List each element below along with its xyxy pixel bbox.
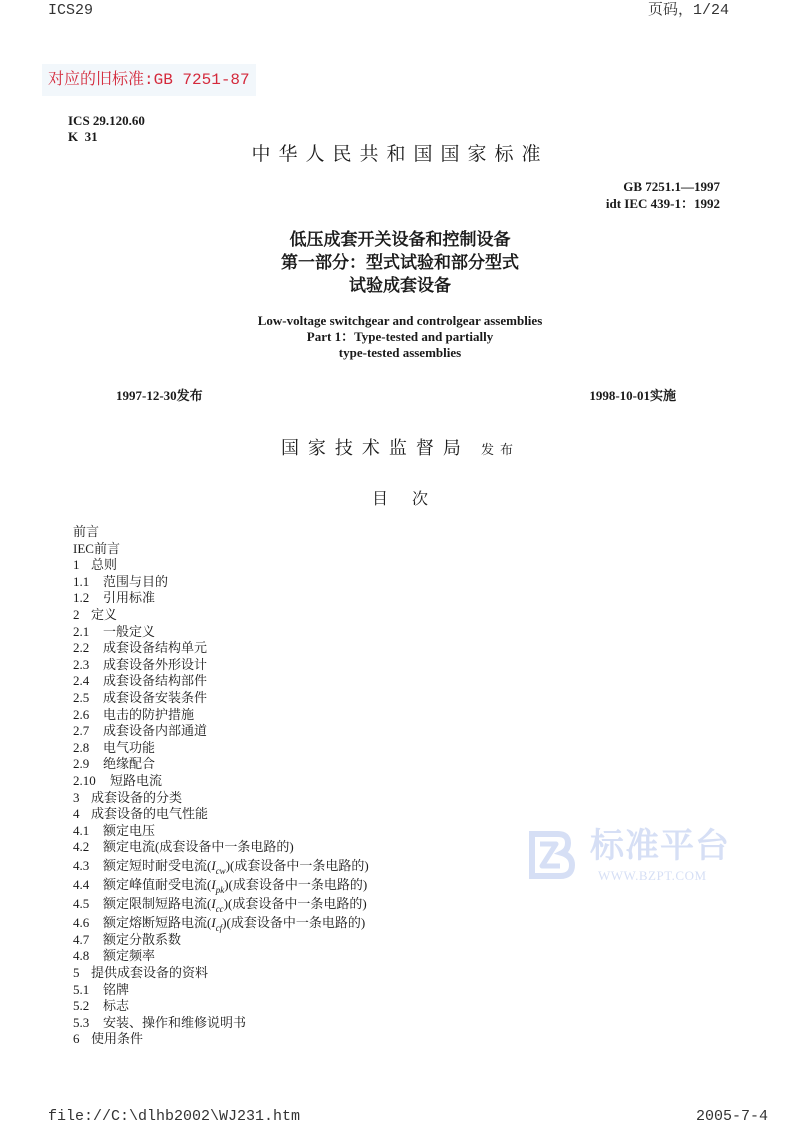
toc-item-number: 2 [73, 606, 80, 622]
toc-item-number: 2.8 [73, 739, 90, 755]
toc-item-preface[interactable] [73, 524, 369, 541]
current-symbol: I [211, 895, 216, 911]
watermark-brand: 标准平台 [590, 828, 730, 865]
toc-item-text: 成套设备的电气性能 [91, 806, 209, 822]
toc-item-2-1[interactable] [73, 624, 369, 641]
toc-item-text: 短路电流 [110, 772, 163, 788]
toc-item-2-9[interactable] [73, 756, 369, 773]
toc-item-iec-preface[interactable] [73, 541, 369, 558]
toc-item-number: 5.2 [73, 998, 90, 1014]
toc-title-char-1: 目 [371, 489, 388, 508]
toc-item-4-1[interactable] [73, 823, 369, 840]
title-cn-line-3: 试验成套设备 [349, 276, 451, 296]
standard-number: GB 7251.1—1997 [623, 179, 720, 194]
toc-item-text: 安装、操作和维修说明书 [103, 1014, 247, 1030]
toc-item-2-5[interactable] [73, 690, 369, 707]
current-symbol: I [211, 857, 216, 873]
toc-item-text: 电击的防护措施 [103, 706, 195, 722]
toc-item-number: 2.2 [73, 640, 90, 656]
toc-item-text: 标志 [103, 998, 130, 1014]
ccs-code-text: K 31 [68, 129, 98, 144]
toc-item-number: 4.1 [73, 822, 90, 838]
toc-item-number: 4.3 [73, 857, 90, 873]
toc-item-1[interactable] [73, 557, 369, 574]
toc-item-number: 4.8 [73, 948, 90, 964]
toc-item-number: 2.10 [73, 772, 96, 788]
toc-item-number: 2.3 [73, 656, 90, 672]
toc-item-text: 额定电压 [103, 822, 156, 838]
toc-item-text-suffix: )(成套设备中一条电路的) [222, 914, 366, 930]
page-footer-date: 2005-7-4 [696, 1108, 769, 1125]
toc-item-text: 额定熔断短路电流( [103, 914, 212, 930]
toc-item-number: 3 [73, 789, 80, 805]
toc-title-char-2: 次 [412, 489, 429, 508]
toc-item-4-5[interactable] [73, 894, 369, 913]
toc-item-4-3[interactable] [73, 856, 369, 875]
toc-item-text: 额定峰值耐受电流( [103, 876, 212, 892]
toc-item-number: 2.6 [73, 706, 90, 722]
title-en-line-1: Low-voltage switchgear and controlgear assemblies [257, 313, 543, 328]
page-footer-file-path: file://C:\dlhb2002\WJ231.htm [48, 1108, 301, 1125]
toc-item-number: 4.4 [73, 876, 90, 892]
toc-item-number: 4.2 [73, 839, 90, 855]
toc-item-number: 1.2 [73, 590, 90, 606]
toc-item-text-suffix: )(成套设备中一条电路的) [223, 895, 367, 911]
toc-list [73, 524, 369, 1048]
current-symbol: I [211, 876, 216, 892]
toc-item-number: 1 [73, 557, 80, 573]
page-header-left: ICS29 [48, 2, 94, 19]
toc-item-text: 成套设备安装条件 [103, 689, 208, 705]
toc-item-5[interactable] [73, 965, 369, 982]
toc-item-number: 6 [73, 1031, 80, 1047]
toc-item-5-1[interactable] [73, 982, 369, 999]
toc-item-text: 引用标准 [103, 590, 156, 606]
idt-reference: idt IEC 439-1：1992 [605, 196, 720, 211]
issuer [0, 436, 800, 464]
current-subscript: cw [215, 865, 226, 876]
ics-code: ICS 29.120.60 [68, 113, 145, 128]
page-number: 页码，1/24 [648, 2, 730, 19]
current-subscript: cc [215, 903, 224, 914]
toc-item-number: 4.7 [73, 931, 90, 947]
toc-item-text: 额定限制短路电流( [103, 895, 212, 911]
toc-item-2-3[interactable] [73, 657, 369, 674]
toc-item-number: 5 [73, 965, 80, 981]
toc-item-text: 额定电流(成套设备中一条电路的) [103, 839, 294, 855]
toc-item-text: 提供成套设备的资料 [91, 965, 209, 981]
toc-item-text: 前言 [73, 524, 100, 539]
toc-item-3[interactable] [73, 790, 369, 807]
issuer-organization: 国家技术监督局 [280, 438, 470, 459]
title-en-line-3: type-tested assemblies [338, 345, 462, 360]
toc-item-number: 2.9 [73, 756, 90, 772]
toc-item-text: 电气功能 [103, 739, 156, 755]
effective-date: 1998-10-01实施 [589, 388, 676, 403]
toc-item-2[interactable] [73, 607, 369, 624]
toc-item-2-10[interactable] [73, 773, 369, 790]
toc-item-text: 定义 [91, 606, 118, 622]
bzpt-logo-icon [528, 830, 586, 880]
toc-item-text: 总则 [91, 557, 118, 573]
toc-item-text: 范围与目的 [103, 573, 169, 589]
toc-item-text: 一般定义 [103, 623, 156, 639]
toc-item-number: 5.1 [73, 981, 90, 997]
toc-item-2-8[interactable] [73, 740, 369, 757]
toc-item-text: 绝缘配合 [103, 756, 156, 772]
toc-item-text: 成套设备的分类 [91, 789, 183, 805]
toc-item-number: 5.3 [73, 1014, 90, 1030]
watermark-url: WWW.BZPT.COM [598, 868, 707, 883]
current-symbol: I [211, 914, 216, 930]
issuer-action: 发布 [481, 443, 520, 458]
publish-date: 1997-12-30发布 [116, 388, 203, 403]
title-en-line-2: Part 1：Type-tested and partially [306, 329, 494, 344]
toc-item-text: 成套设备内部通道 [103, 723, 208, 739]
toc-item-5-2[interactable] [73, 998, 369, 1015]
toc-item-1-2[interactable] [73, 590, 369, 607]
current-subscript: pk [215, 884, 225, 895]
toc-item-number: 4.6 [73, 914, 90, 930]
toc-item-4-4[interactable] [73, 875, 369, 894]
toc-item-text: 使用条件 [91, 1031, 144, 1047]
toc-item-5-3[interactable] [73, 1015, 369, 1032]
title-cn-line-2: 第一部分：型式试验和部分型式 [281, 253, 519, 273]
toc-item-1-1[interactable] [73, 574, 369, 591]
toc-item-4-6[interactable] [73, 913, 369, 932]
title-cn-line-1: 低压成套开关设备和控制设备 [289, 230, 511, 250]
toc-item-text: IEC前言 [73, 540, 120, 556]
current-subscript: cf [215, 922, 223, 933]
toc-item-text: 成套设备结构单元 [103, 640, 208, 656]
watermark [528, 826, 738, 888]
toc-item-2-7[interactable] [73, 723, 369, 740]
toc-item-4-8[interactable] [73, 948, 369, 965]
toc-item-number: 2.4 [73, 673, 90, 689]
toc-item-4-7[interactable] [73, 932, 369, 949]
toc-item-6[interactable] [73, 1031, 369, 1048]
toc-item-text-suffix: )(成套设备中一条电路的) [224, 876, 368, 892]
old-standard-note: 对应的旧标准:GB 7251-87 [42, 64, 256, 96]
toc-item-text: 成套设备结构部件 [103, 673, 208, 689]
toc-item-text: 额定频率 [103, 948, 156, 964]
toc-item-number: 4.5 [73, 895, 90, 911]
toc-item-2-4[interactable] [73, 673, 369, 690]
toc-item-4-2[interactable] [73, 839, 369, 856]
toc-item-number: 1.1 [73, 573, 90, 589]
toc-item-text: 额定短时耐受电流( [103, 857, 212, 873]
toc-item-number: 4 [73, 806, 80, 822]
toc-item-4[interactable] [73, 806, 369, 823]
toc-item-number: 2.5 [73, 689, 90, 705]
toc-item-number: 2.1 [73, 623, 90, 639]
national-standard-heading: 中华人民共和国国家标准 [251, 143, 549, 165]
toc-item-text-suffix: )(成套设备中一条电路的) [225, 857, 369, 873]
toc-title [0, 488, 800, 510]
toc-item-text: 额定分散系数 [103, 931, 182, 947]
toc-item-2-2[interactable] [73, 640, 369, 657]
toc-item-text: 成套设备外形设计 [103, 656, 208, 672]
toc-item-text: 铭牌 [103, 981, 130, 997]
toc-item-2-6[interactable] [73, 707, 369, 724]
toc-item-number: 2.7 [73, 723, 90, 739]
